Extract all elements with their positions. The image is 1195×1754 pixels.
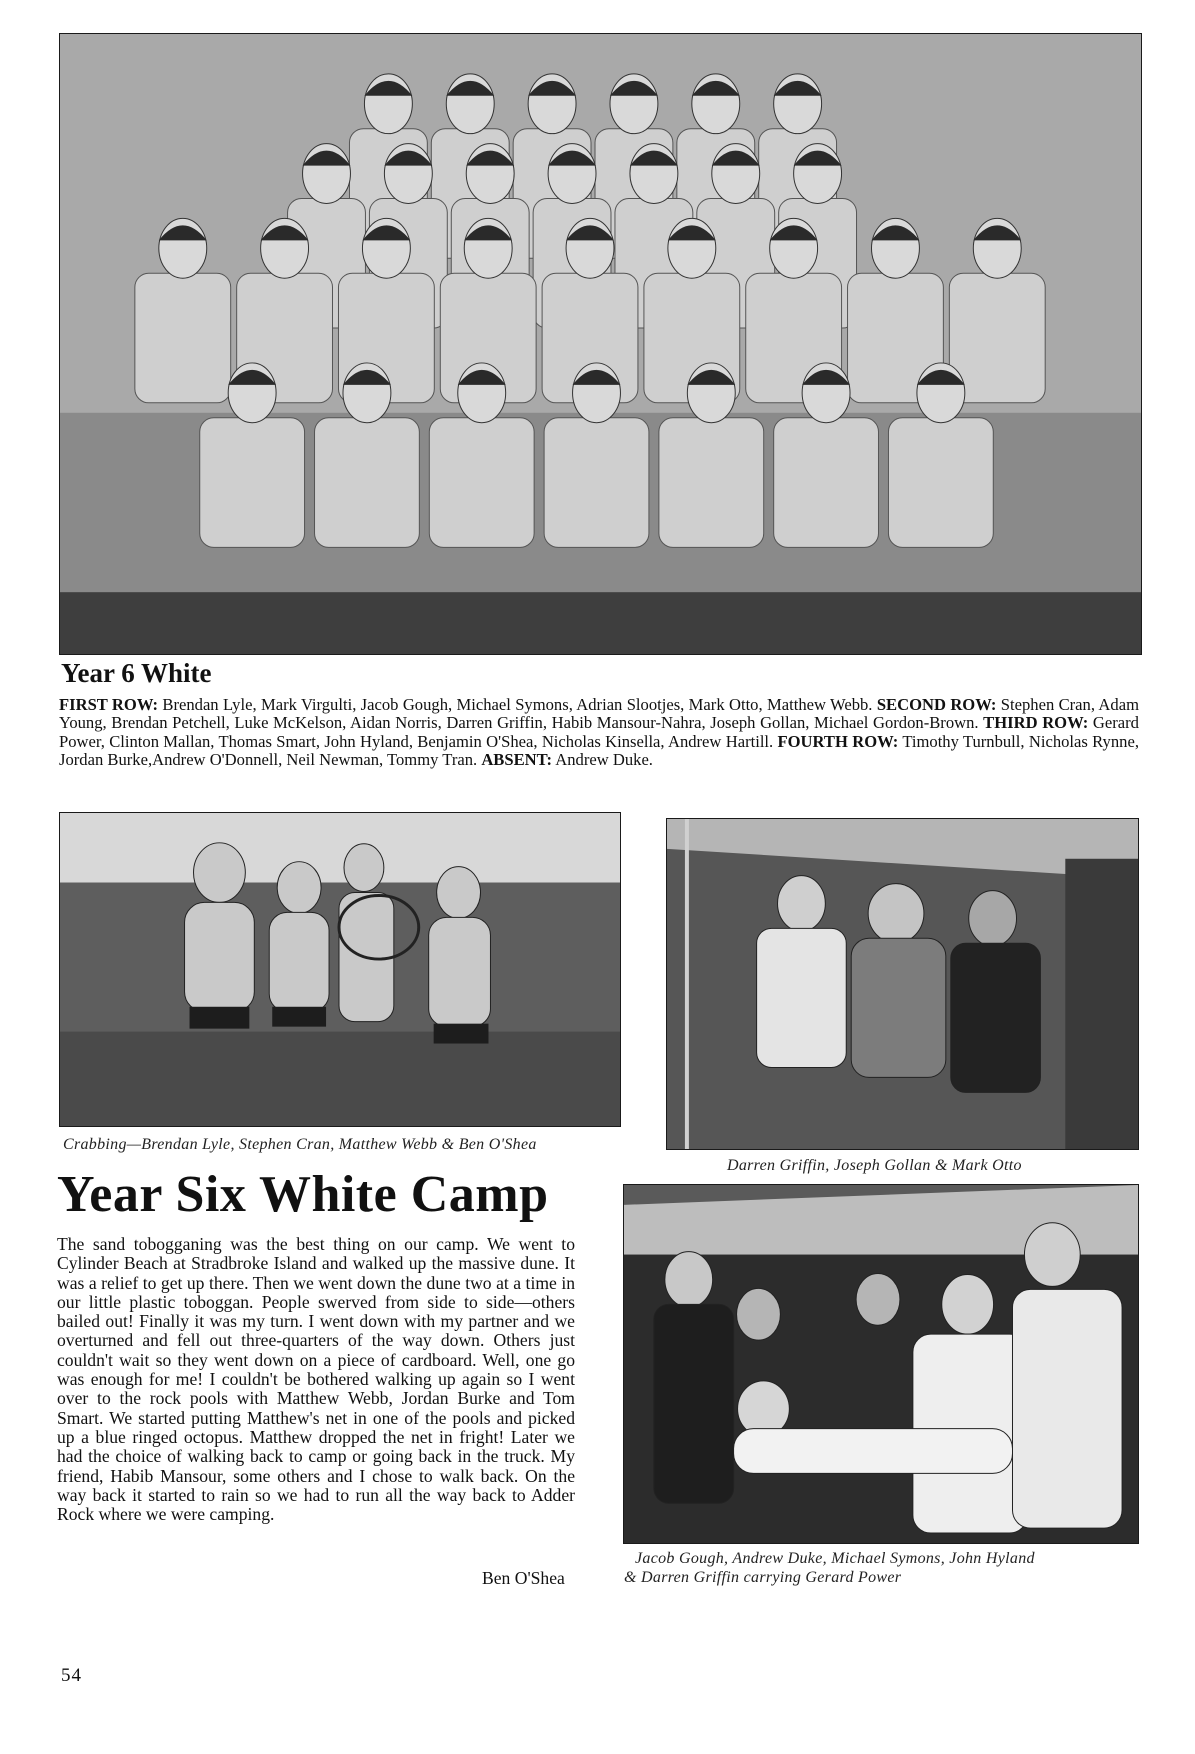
student-figure <box>774 418 879 548</box>
student-figure <box>544 418 649 548</box>
student-figure <box>429 418 534 548</box>
student-figure <box>315 418 420 548</box>
tent-photo-illustration <box>667 819 1138 1149</box>
page-number: 54 <box>61 1665 82 1686</box>
student-figure <box>135 273 231 403</box>
crabbing-caption: Crabbing—Brendan Lyle, Stephen Cran, Matthew Webb & Ben O'Shea <box>63 1136 537 1153</box>
roll-row-label: SECOND ROW: <box>876 695 997 714</box>
class-photo-title: Year 6 White <box>61 658 212 688</box>
roll-row-label: ABSENT: <box>481 750 553 770</box>
tent-photo <box>666 818 1139 1150</box>
roll-row-label: FOURTH ROW: <box>777 731 899 751</box>
roll-row-names: Timothy Turnbull, Nicholas Rynne, Jordan Burke,Andrew O'Donnell, Neil Newman, Tommy Tran. <box>59 731 1139 770</box>
student-figure <box>888 418 993 548</box>
student-figure <box>200 418 305 548</box>
carrying-caption-line2: & Darren Griffin carrying Gerard Power <box>624 1569 902 1586</box>
roll-row-names: Gerard Power, Clinton Mallan, Thomas Smart, John Hyland, Benjamin O'Shea, Nicholas Kinsella, Andrew Hartill. <box>59 713 1139 751</box>
roll-row-names: Stephen Cran, Adam Young, Brendan Petchell, Luke McKelson, Aidan Norris, Darren Griffin, Habib Mansour-Nahra, Joseph Gollan, Michael Gordon-Brown. <box>59 695 1139 733</box>
roll-row-label: FIRST ROW: <box>59 695 159 714</box>
class-group-photo <box>59 33 1142 655</box>
carrying-caption-line1: Jacob Gough, Andrew Duke, Michael Symons, John Hyland <box>635 1550 1035 1567</box>
class-roll-list <box>59 696 1139 770</box>
tent-caption: Darren Griffin, Joseph Gollan & Mark Otto <box>727 1157 1022 1174</box>
class-photo-illustration <box>60 34 1141 654</box>
camp-article-heading: Year Six White Camp <box>57 1166 549 1223</box>
student-figure <box>659 418 764 548</box>
crabbing-photo-illustration <box>60 813 620 1126</box>
roll-row-names: Andrew Duke. <box>555 750 653 770</box>
camp-article-body: The sand tobogganing was the best thing on our camp. We went to Cylinder Beach at Stradbroke Island and walked up the massive dune. It was a relief to get up there. Then we went down the dune two at a time in our little plastic toboggan. People swerved from side to side—others bailed out! Finally it was my turn. I went down with my partner and we overturned and fell out three-quarters of the way down. Others just couldn't wait so they went down on a piece of cardboard. Well, one go was enough for me! I couldn't be bothered walking up again so I went over to the rock pools with Matthew Webb, Jordan Burke and Tom Smart. We started putting Matthew's net in one of the pools and picked up a blue ringed octopus. Matthew dropped the net in fright! Later we had the choice of walking back to camp or going back in the truck. My friend, Habib Mansour, some others and I chose to walk back. On the way back it started to rain so we had to run all the way back to Adder Rock where we were camping. <box>57 1234 575 1525</box>
article-author: Ben O'Shea <box>482 1568 565 1588</box>
carrying-photo <box>623 1184 1139 1544</box>
carrying-photo-illustration <box>624 1185 1138 1543</box>
crabbing-photo <box>59 812 621 1127</box>
roll-row-names: Brendan Lyle, Mark Virgulti, Jacob Gough, Michael Symons, Adrian Slootjes, Mark Otto, Matthew Webb. <box>162 695 873 714</box>
roll-row-label: THIRD ROW: <box>983 713 1089 733</box>
